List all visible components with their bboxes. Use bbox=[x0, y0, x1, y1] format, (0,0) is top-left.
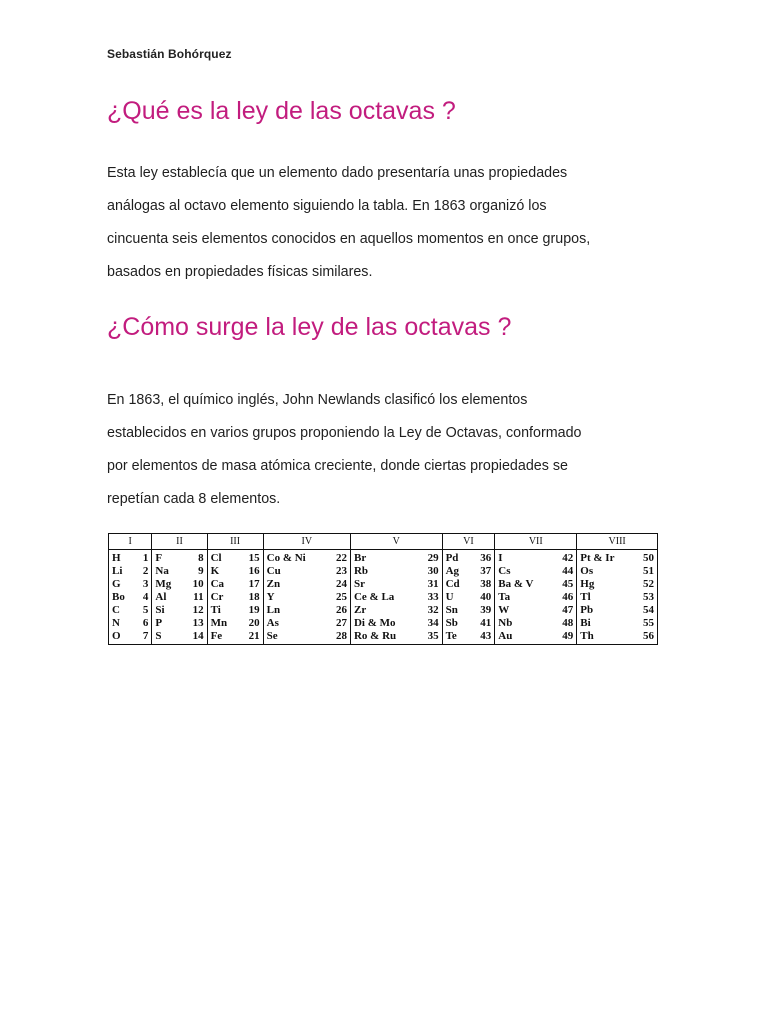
element-symbol: Ti bbox=[207, 604, 239, 617]
element-symbol: K bbox=[207, 565, 239, 578]
element-symbol: Os bbox=[577, 565, 633, 578]
element-number: 30 bbox=[427, 565, 439, 577]
table-row bbox=[109, 550, 658, 566]
element-symbol: Au bbox=[495, 630, 553, 645]
element-symbol: Th bbox=[577, 630, 633, 645]
element-symbol: Ce & La bbox=[350, 591, 417, 604]
element-symbol: Cu bbox=[263, 565, 326, 578]
element-number: 14 bbox=[192, 630, 204, 642]
element-symbol: Pb bbox=[577, 604, 633, 617]
element-number: 11 bbox=[193, 591, 204, 603]
element-number: 24 bbox=[335, 578, 347, 590]
group-header: V bbox=[350, 534, 442, 550]
element-symbol: Se bbox=[263, 630, 326, 645]
group-header: VI bbox=[442, 534, 495, 550]
element-symbol: Ta bbox=[495, 591, 553, 604]
element-number: 20 bbox=[248, 617, 260, 629]
element-symbol: Cd bbox=[442, 578, 470, 591]
element-number: 27 bbox=[335, 617, 347, 629]
element-symbol: Ro & Ru bbox=[350, 630, 417, 645]
element-number: 37 bbox=[480, 565, 492, 577]
element-symbol: P bbox=[152, 617, 183, 630]
element-number: 8 bbox=[198, 552, 204, 564]
element-number: 45 bbox=[562, 578, 574, 590]
element-number: 10 bbox=[192, 578, 204, 590]
element-symbol: Na bbox=[152, 565, 183, 578]
element-symbol: Al bbox=[152, 591, 183, 604]
element-symbol: Di & Mo bbox=[350, 617, 417, 630]
element-symbol: Br bbox=[350, 550, 417, 566]
element-number: 52 bbox=[643, 578, 654, 590]
paragraph-line: repetían cada 8 elementos. bbox=[107, 491, 281, 507]
element-symbol: Zr bbox=[350, 604, 417, 617]
element-symbol: Rb bbox=[350, 565, 417, 578]
element-number: 29 bbox=[427, 552, 439, 564]
element-number: 33 bbox=[427, 591, 439, 603]
element-symbol: Hg bbox=[577, 578, 633, 591]
section-2-paragraph bbox=[107, 384, 667, 516]
element-symbol: I bbox=[495, 550, 553, 566]
paragraph-line: cincuenta seis elementos conocidos en aquellos momentos en once grupos, bbox=[107, 231, 591, 247]
paragraph-line: establecidos en varios grupos proponiendo la Ley de Octavas, conformado bbox=[107, 425, 582, 441]
element-symbol: H bbox=[112, 552, 121, 564]
element-number: 49 bbox=[562, 630, 574, 642]
element-number: 15 bbox=[248, 552, 260, 564]
element-symbol: Fe bbox=[207, 630, 239, 645]
element-number: 41 bbox=[480, 617, 492, 629]
element-symbol: Te bbox=[442, 630, 470, 645]
element-number: 19 bbox=[248, 604, 260, 616]
element-symbol: W bbox=[495, 604, 553, 617]
element-number: 38 bbox=[480, 578, 492, 590]
element-number: 26 bbox=[335, 604, 347, 616]
element-number: 2 bbox=[142, 565, 149, 577]
element-number: 35 bbox=[427, 630, 439, 642]
table-row bbox=[109, 617, 658, 630]
element-number: 39 bbox=[480, 604, 492, 616]
element-symbol: Zn bbox=[263, 578, 326, 591]
paragraph-line: por elementos de masa atómica creciente, donde ciertas propiedades se bbox=[107, 458, 568, 474]
element-number: 42 bbox=[562, 552, 574, 564]
element-symbol: Ln bbox=[263, 604, 326, 617]
element-symbol: Sn bbox=[442, 604, 470, 617]
element-number: 28 bbox=[335, 630, 347, 642]
element-number: 5 bbox=[142, 604, 149, 616]
element-number: 56 bbox=[643, 630, 654, 642]
paragraph-line: En 1863, el químico inglés, John Newlands clasificó los elementos bbox=[107, 392, 528, 408]
element-number: 12 bbox=[192, 604, 204, 616]
element-number: 4 bbox=[142, 591, 149, 603]
element-number: 6 bbox=[142, 617, 149, 629]
element-number: 23 bbox=[335, 565, 347, 577]
element-symbol: Ba & V bbox=[495, 578, 553, 591]
author-name: Sebastián Bohórquez bbox=[107, 47, 232, 61]
element-number: 43 bbox=[480, 630, 492, 642]
element-number: 36 bbox=[480, 552, 492, 564]
element-number: 25 bbox=[335, 591, 347, 603]
newlands-octaves-table bbox=[108, 533, 658, 645]
element-number: 40 bbox=[480, 591, 492, 603]
group-header: VIII bbox=[577, 534, 658, 550]
element-symbol: O bbox=[112, 630, 121, 642]
element-symbol: Tl bbox=[577, 591, 633, 604]
element-symbol: G bbox=[112, 578, 121, 590]
table-header-row bbox=[109, 534, 658, 550]
element-number: 32 bbox=[427, 604, 439, 616]
table-row bbox=[109, 578, 658, 591]
element-symbol: Sr bbox=[350, 578, 417, 591]
element-symbol: S bbox=[152, 630, 183, 645]
element-symbol: Cr bbox=[207, 591, 239, 604]
table-row bbox=[109, 565, 658, 578]
element-symbol: N bbox=[112, 617, 120, 629]
element-symbol: F bbox=[152, 550, 183, 566]
element-symbol: Sb bbox=[442, 617, 470, 630]
element-number: 50 bbox=[643, 552, 654, 564]
group-header: III bbox=[207, 534, 263, 550]
element-symbol: Ca bbox=[207, 578, 239, 591]
element-number: 54 bbox=[643, 604, 654, 616]
element-symbol: Co & Ni bbox=[263, 550, 326, 566]
element-number: 46 bbox=[562, 591, 574, 603]
element-number: 53 bbox=[643, 591, 654, 603]
element-number: 13 bbox=[192, 617, 204, 629]
element-number: 21 bbox=[248, 630, 260, 642]
group-header: VII bbox=[495, 534, 577, 550]
group-header: IV bbox=[263, 534, 350, 550]
element-number: 31 bbox=[427, 578, 439, 590]
element-number: 1 bbox=[142, 552, 149, 564]
element-number: 16 bbox=[248, 565, 260, 577]
element-number: 47 bbox=[562, 604, 574, 616]
element-number: 34 bbox=[427, 617, 439, 629]
group-header: I bbox=[109, 534, 152, 550]
element-number: 55 bbox=[643, 617, 654, 629]
element-number: 22 bbox=[335, 552, 347, 564]
element-symbol: Pd bbox=[442, 550, 470, 566]
element-number: 9 bbox=[198, 565, 204, 577]
element-symbol: Si bbox=[152, 604, 183, 617]
table-row bbox=[109, 591, 658, 604]
element-symbol: Li bbox=[112, 565, 123, 577]
element-number: 44 bbox=[562, 565, 574, 577]
element-number: 3 bbox=[142, 578, 149, 590]
element-symbol: Bo bbox=[112, 591, 125, 603]
element-symbol: Mg bbox=[152, 578, 183, 591]
element-symbol: Nb bbox=[495, 617, 553, 630]
paragraph-line: Esta ley establecía que un elemento dado presentaría unas propiedades bbox=[107, 165, 568, 181]
table-row bbox=[109, 630, 658, 645]
element-symbol: As bbox=[263, 617, 326, 630]
paragraph-line: basados en propiedades físicas similares. bbox=[107, 264, 373, 280]
element-symbol: U bbox=[442, 591, 470, 604]
element-symbol: Mn bbox=[207, 617, 239, 630]
element-number: 48 bbox=[562, 617, 574, 629]
group-header: II bbox=[152, 534, 207, 550]
element-number: 17 bbox=[248, 578, 260, 590]
element-symbol: Y bbox=[263, 591, 326, 604]
section-1-heading: ¿Qué es la ley de las octavas ? bbox=[107, 97, 456, 125]
element-number: 18 bbox=[248, 591, 260, 603]
paragraph-line: análogas al octavo elemento siguiendo la tabla. En 1863 organizó los bbox=[107, 198, 547, 214]
element-symbol: Ag bbox=[442, 565, 470, 578]
element-symbol: Bi bbox=[577, 617, 633, 630]
section-1-paragraph bbox=[107, 157, 667, 289]
table-row bbox=[109, 604, 658, 617]
element-number: 7 bbox=[142, 630, 149, 642]
element-symbol: Pt & Ir bbox=[577, 550, 633, 566]
element-symbol: Cl bbox=[207, 550, 239, 566]
element-symbol: Cs bbox=[495, 565, 553, 578]
element-number: 51 bbox=[643, 565, 654, 577]
section-2-heading: ¿Cómo surge la ley de las octavas ? bbox=[107, 313, 512, 341]
element-symbol: C bbox=[112, 604, 120, 616]
